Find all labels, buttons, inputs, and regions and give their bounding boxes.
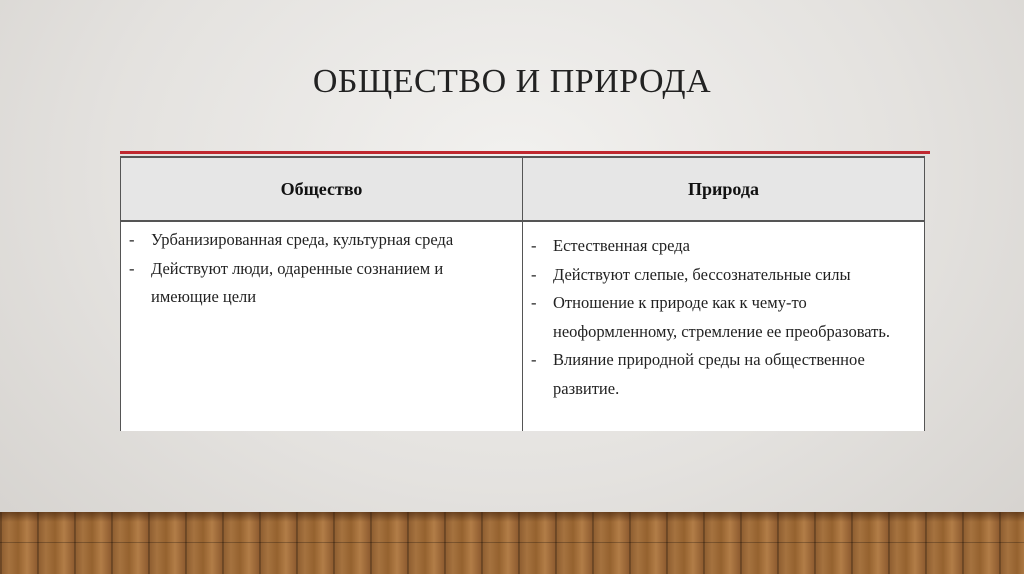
table-body-row	[121, 222, 924, 431]
list-item: - Действуют люди, одаренные сознанием и имеющие цели	[129, 258, 444, 306]
nature-cell	[522, 222, 924, 431]
slide-title: ОБЩЕСТВО И ПРИРОДА	[312, 63, 712, 100]
list-item: - Действуют слепые, бессознательные силы	[531, 264, 851, 284]
header-society: Общество	[280, 178, 363, 199]
list-item: - Урбанизированная среда, культурная среда	[129, 230, 454, 249]
table-header-row	[121, 156, 924, 222]
list-item: - Влияние природной среды на общественное развитие.	[531, 350, 865, 398]
comparison-table	[120, 156, 925, 431]
society-cell	[121, 222, 522, 431]
list-item: - Естественная среда	[531, 236, 690, 255]
wood-floor	[0, 512, 1024, 574]
list-item: - Отношение к природе как к чему-то неоформленному, стремление ее преобразовать.	[531, 293, 891, 341]
header-nature: Природа	[522, 158, 924, 220]
nature-list	[531, 232, 914, 403]
society-list	[129, 226, 512, 312]
title-accent-line	[120, 151, 930, 154]
